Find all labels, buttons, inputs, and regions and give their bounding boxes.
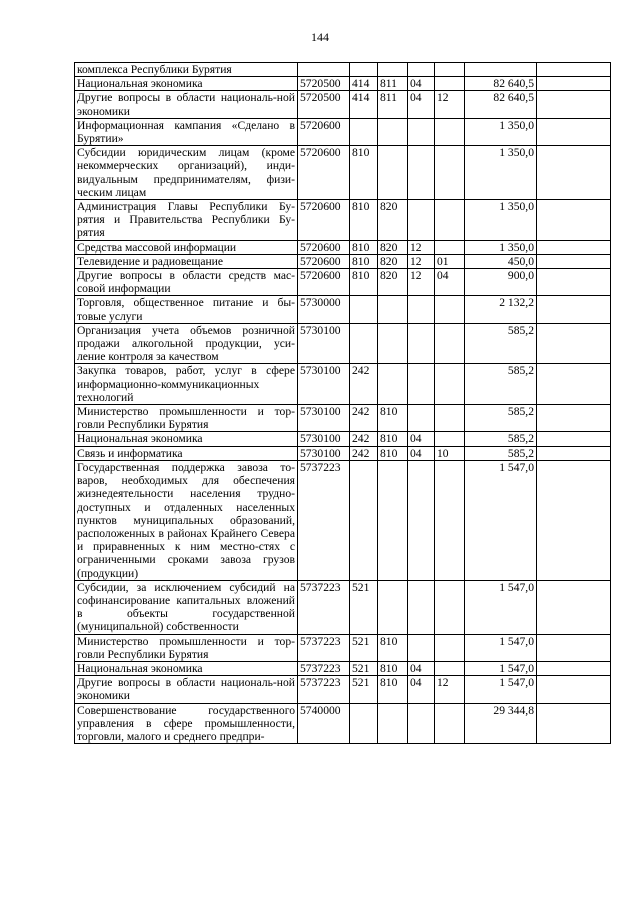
expense-type-cell: 414 [350,91,378,118]
table-row [75,77,611,91]
table-row [75,432,611,446]
amount-cell: 29 344,8 [465,703,537,744]
expense-type-cell: 810 [350,240,378,254]
section-code-cell: 04 [408,432,435,446]
section-code-cell: 12 [408,269,435,296]
section-code-cell [408,634,435,661]
table-row [75,296,611,323]
row-name-cell: Государственная поддержка завоза то-варов, необходимых для обеспечения жизнедеятельности населения трудно-доступных и отдаленных населенных пунктов муниципальных образований, расположенных в районах Крайнего Севера и приравненных к ним местно-стях с ограниченными сроками завоза грузов (продукции) [75,460,298,580]
subsection-code-cell [435,63,465,77]
target-article-cell: 5730100 [298,364,350,405]
empty-cell [537,364,611,405]
row-name-cell: Субсидии, за исключением субсидий на софинансирование капитальных вложений в объекты государственной (муниципальной) собственности [75,580,298,634]
empty-cell [537,703,611,744]
administrator-code-cell: 811 [378,91,408,118]
empty-cell [537,323,611,364]
subsection-code-cell [435,661,465,675]
expense-type-cell [350,296,378,323]
empty-cell [537,634,611,661]
section-code-cell: 12 [408,240,435,254]
administrator-code-cell [378,364,408,405]
amount-cell: 1 547,0 [465,676,537,703]
subsection-code-cell [435,703,465,744]
expense-type-cell [350,63,378,77]
table-row [75,661,611,675]
target-article-cell: 5730100 [298,323,350,364]
row-name-cell: Национальная экономика [75,432,298,446]
table-row [75,118,611,145]
target-article-cell: 5720600 [298,118,350,145]
row-name-cell: Совершенствование государственного управления в сфере промышленности, торговли, малого и среднего предпри- [75,703,298,744]
target-article-cell: 5720500 [298,77,350,91]
row-name-cell: Национальная экономика [75,661,298,675]
subsection-code-cell [435,146,465,200]
target-article-cell: 5720600 [298,240,350,254]
empty-cell [537,118,611,145]
section-code-cell [408,118,435,145]
expense-type-cell: 810 [350,254,378,268]
table-row [75,703,611,744]
target-article-cell: 5720600 [298,146,350,200]
section-code-cell [408,296,435,323]
subsection-code-cell: 01 [435,254,465,268]
administrator-code-cell [378,580,408,634]
row-name-cell: Другие вопросы в области националь-ной экономики [75,676,298,703]
table-row [75,676,611,703]
empty-cell [537,405,611,432]
target-article-cell: 5737223 [298,661,350,675]
amount-cell: 1 350,0 [465,240,537,254]
empty-cell [537,676,611,703]
administrator-code-cell [378,296,408,323]
subsection-code-cell [435,634,465,661]
amount-cell: 1 547,0 [465,460,537,580]
expense-type-cell: 810 [350,269,378,296]
row-name-cell: Национальная экономика [75,77,298,91]
amount-cell: 585,2 [465,323,537,364]
expense-type-cell: 242 [350,364,378,405]
target-article-cell: 5737223 [298,634,350,661]
subsection-code-cell: 04 [435,269,465,296]
administrator-code-cell: 810 [378,661,408,675]
amount-cell: 82 640,5 [465,91,537,118]
section-code-cell [408,323,435,364]
row-name-cell: Связь и информатика [75,446,298,460]
row-name-cell: Министерство промышленности и тор-говли Республики Бурятия [75,405,298,432]
expense-type-cell: 242 [350,446,378,460]
table-row [75,240,611,254]
row-name-cell: Администрация Главы Республики Бу-рятия и Правительства Республики Бу-рятия [75,200,298,241]
section-code-cell [408,703,435,744]
section-code-cell: 04 [408,77,435,91]
subsection-code-cell: 12 [435,91,465,118]
subsection-code-cell [435,364,465,405]
table-row [75,323,611,364]
administrator-code-cell [378,63,408,77]
amount-cell: 1 547,0 [465,580,537,634]
subsection-code-cell: 12 [435,676,465,703]
expense-type-cell [350,460,378,580]
budget-table [74,62,611,744]
amount-cell: 585,2 [465,446,537,460]
row-name-cell: Телевидение и радиовещание [75,254,298,268]
subsection-code-cell [435,200,465,241]
expense-type-cell: 521 [350,580,378,634]
empty-cell [537,146,611,200]
expense-type-cell: 810 [350,146,378,200]
target-article-cell: 5737223 [298,460,350,580]
subsection-code-cell [435,580,465,634]
amount-cell: 1 350,0 [465,200,537,241]
expense-type-cell: 521 [350,676,378,703]
amount-cell: 585,2 [465,364,537,405]
amount-cell [465,63,537,77]
empty-cell [537,296,611,323]
subsection-code-cell [435,432,465,446]
expense-type-cell: 242 [350,432,378,446]
section-code-cell [408,146,435,200]
row-name-cell: комплекса Республики Бурятия [75,63,298,77]
amount-cell: 585,2 [465,432,537,446]
subsection-code-cell [435,405,465,432]
empty-cell [537,460,611,580]
table-row [75,460,611,580]
row-name-cell: Министерство промышленности и тор-говли Республики Бурятия [75,634,298,661]
subsection-code-cell [435,118,465,145]
expense-type-cell: 242 [350,405,378,432]
section-code-cell: 04 [408,91,435,118]
amount-cell: 1 547,0 [465,661,537,675]
table-row [75,63,611,77]
target-article-cell: 5737223 [298,676,350,703]
empty-cell [537,77,611,91]
expense-type-cell [350,323,378,364]
administrator-code-cell: 810 [378,446,408,460]
target-article-cell: 5730100 [298,405,350,432]
administrator-code-cell [378,703,408,744]
empty-cell [537,580,611,634]
target-article-cell: 5720500 [298,91,350,118]
section-code-cell: 04 [408,446,435,460]
subsection-code-cell [435,323,465,364]
administrator-code-cell: 820 [378,240,408,254]
table-row [75,254,611,268]
administrator-code-cell: 810 [378,432,408,446]
expense-type-cell: 521 [350,634,378,661]
page-number: 144 [311,30,329,44]
row-name-cell: Средства массовой информации [75,240,298,254]
target-article-cell: 5720600 [298,269,350,296]
table-row [75,446,611,460]
expense-type-cell: 414 [350,77,378,91]
row-name-cell: Организация учета объемов розничной продажи алкогольной продукции, уси-ление контроля за качеством [75,323,298,364]
amount-cell: 1 547,0 [465,634,537,661]
subsection-code-cell: 10 [435,446,465,460]
section-code-cell [408,364,435,405]
amount-cell: 585,2 [465,405,537,432]
empty-cell [537,240,611,254]
administrator-code-cell: 810 [378,405,408,432]
section-code-cell [408,460,435,580]
administrator-code-cell: 811 [378,77,408,91]
table-row [75,91,611,118]
subsection-code-cell [435,240,465,254]
expense-type-cell [350,118,378,145]
section-code-cell: 12 [408,254,435,268]
empty-cell [537,254,611,268]
subsection-code-cell [435,460,465,580]
table-row [75,580,611,634]
table-row [75,405,611,432]
administrator-code-cell: 820 [378,200,408,241]
subsection-code-cell [435,77,465,91]
amount-cell: 450,0 [465,254,537,268]
table-row [75,364,611,405]
target-article-cell: 5730000 [298,296,350,323]
amount-cell: 1 350,0 [465,118,537,145]
empty-cell [537,63,611,77]
administrator-code-cell [378,146,408,200]
expense-type-cell: 521 [350,661,378,675]
row-name-cell: Закупка товаров, работ, услуг в сфере информационно-коммуникационных технологий [75,364,298,405]
administrator-code-cell: 810 [378,676,408,703]
administrator-code-cell: 820 [378,269,408,296]
expense-type-cell [350,703,378,744]
target-article-cell: 5737223 [298,580,350,634]
empty-cell [537,432,611,446]
table-row [75,200,611,241]
row-name-cell: Субсидии юридическим лицам (кроме некоммерческих организаций), инди-видуальным предпринимателям, физи-ческим лицам [75,146,298,200]
target-article-cell: 5720600 [298,254,350,268]
row-name-cell: Торговля, общественное питание и бы-товые услуги [75,296,298,323]
section-code-cell [408,405,435,432]
section-code-cell: 04 [408,676,435,703]
administrator-code-cell [378,460,408,580]
amount-cell: 1 350,0 [465,146,537,200]
expense-type-cell: 810 [350,200,378,241]
empty-cell [537,269,611,296]
amount-cell: 900,0 [465,269,537,296]
table-row [75,146,611,200]
table-row [75,269,611,296]
administrator-code-cell: 810 [378,634,408,661]
administrator-code-cell: 820 [378,254,408,268]
target-article-cell: 5740000 [298,703,350,744]
section-code-cell: 04 [408,661,435,675]
row-name-cell: Другие вопросы в области националь-ной экономики [75,91,298,118]
section-code-cell [408,63,435,77]
target-article-cell [298,63,350,77]
empty-cell [537,661,611,675]
empty-cell [537,446,611,460]
section-code-cell [408,580,435,634]
table-row [75,634,611,661]
target-article-cell: 5730100 [298,432,350,446]
row-name-cell: Информационная кампания «Сделано в Бурятии» [75,118,298,145]
empty-cell [537,91,611,118]
administrator-code-cell [378,118,408,145]
amount-cell: 82 640,5 [465,77,537,91]
section-code-cell [408,200,435,241]
administrator-code-cell [378,323,408,364]
target-article-cell: 5720600 [298,200,350,241]
subsection-code-cell [435,296,465,323]
target-article-cell: 5730100 [298,446,350,460]
empty-cell [537,200,611,241]
amount-cell: 2 132,2 [465,296,537,323]
row-name-cell: Другие вопросы в области средств мас-совой информации [75,269,298,296]
